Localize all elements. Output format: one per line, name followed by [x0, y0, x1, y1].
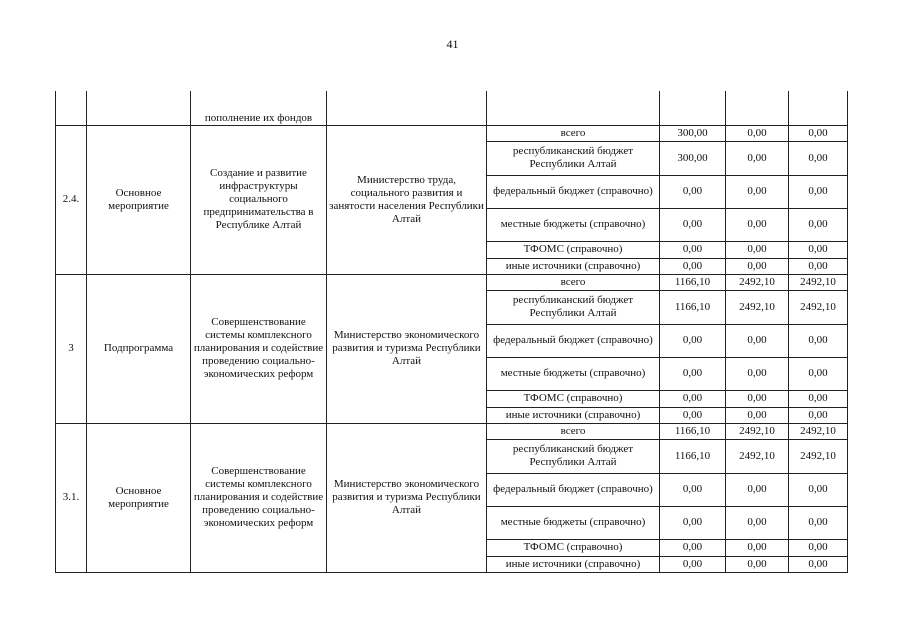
funding-source: республиканский бюджет Республики Алтай	[487, 141, 660, 175]
type-cell	[87, 91, 191, 125]
funding-source: иные источники (справочно)	[487, 407, 660, 423]
funding-source: местные бюджеты (справочно)	[487, 506, 660, 539]
amount-value: 0,00	[789, 241, 848, 258]
amount-value: 0,00	[660, 357, 726, 390]
amount-value: 2492,10	[789, 439, 848, 473]
amount-value: 0,00	[726, 390, 789, 407]
amount-value: 0,00	[726, 258, 789, 274]
funding-source: ТФОМС (справочно)	[487, 390, 660, 407]
amount-value: 0,00	[789, 357, 848, 390]
amount-value: 0,00	[660, 473, 726, 506]
amount-value: 1166,10	[660, 423, 726, 439]
block-type: Подпрограмма	[87, 274, 191, 423]
amount-value: 0,00	[789, 141, 848, 175]
table-row	[56, 423, 848, 439]
amount-value: 0,00	[789, 506, 848, 539]
amount-value: 0,00	[789, 390, 848, 407]
funding-source: местные бюджеты (справочно)	[487, 208, 660, 241]
funding-source: республиканский бюджет Республики Алтай	[487, 439, 660, 473]
amount-value: 0,00	[789, 175, 848, 208]
budget-table	[55, 91, 848, 573]
block-number: 2.4.	[56, 125, 87, 274]
amount-value: 0,00	[726, 141, 789, 175]
amount-value: 300,00	[660, 125, 726, 141]
amount-value: 0,00	[789, 324, 848, 357]
block-description: Совершенствование системы комплексного планирования и содействие проведению социально-экономических реформ	[191, 274, 327, 423]
amount-value: 2492,10	[789, 423, 848, 439]
amount-value: 0,00	[789, 258, 848, 274]
amount-value: 0,00	[789, 556, 848, 572]
amount-value: 0,00	[660, 241, 726, 258]
amount-value: 0,00	[660, 390, 726, 407]
table-row	[56, 274, 848, 290]
amount-value: 1166,10	[660, 274, 726, 290]
amount-value: 0,00	[726, 407, 789, 423]
amount-value: 0,00	[726, 175, 789, 208]
amount-value: 2492,10	[789, 274, 848, 290]
amount-value: 0,00	[660, 556, 726, 572]
value-cell	[726, 91, 789, 125]
amount-value: 300,00	[660, 141, 726, 175]
funding-source: ТФОМС (справочно)	[487, 539, 660, 556]
amount-value: 0,00	[660, 539, 726, 556]
amount-value: 0,00	[726, 208, 789, 241]
block-type: Основное мероприятие	[87, 125, 191, 274]
amount-value: 0,00	[789, 125, 848, 141]
amount-value: 0,00	[789, 407, 848, 423]
amount-value: 2492,10	[726, 290, 789, 324]
funding-source: иные источники (справочно)	[487, 556, 660, 572]
source-cell	[487, 91, 660, 125]
value-cell	[660, 91, 726, 125]
table-row-continued	[56, 91, 848, 125]
amount-value: 0,00	[660, 175, 726, 208]
amount-value: 0,00	[726, 125, 789, 141]
amount-value: 0,00	[726, 556, 789, 572]
block-executor: Министерство экономического развития и туризма Республики Алтай	[327, 274, 487, 423]
funding-source: всего	[487, 125, 660, 141]
amount-value: 0,00	[660, 208, 726, 241]
table-row	[56, 125, 848, 141]
amount-value: 0,00	[726, 473, 789, 506]
amount-value: 0,00	[726, 324, 789, 357]
funding-source: федеральный бюджет (справочно)	[487, 324, 660, 357]
amount-value: 0,00	[789, 208, 848, 241]
description-cell: пополнение их фондов	[191, 91, 327, 125]
block-number: 3.1.	[56, 423, 87, 572]
num-cell	[56, 91, 87, 125]
block-type: Основное мероприятие	[87, 423, 191, 572]
amount-value: 2492,10	[726, 274, 789, 290]
value-cell	[789, 91, 848, 125]
block-description: Совершенствование системы комплексного планирования и содействие проведению социально-экономических реформ	[191, 423, 327, 572]
funding-source: всего	[487, 423, 660, 439]
page-number: 41	[446, 37, 459, 51]
block-executor: Министерство труда, социального развития и занятости населения Республики Алтай	[327, 125, 487, 274]
block-description: Создание и развитие инфраструктуры социального предпринимательства в Республике Алтай	[191, 125, 327, 274]
executor-cell	[327, 91, 487, 125]
amount-value: 0,00	[726, 241, 789, 258]
amount-value: 2492,10	[789, 290, 848, 324]
block-number: 3	[56, 274, 87, 423]
amount-value: 0,00	[660, 506, 726, 539]
funding-source: всего	[487, 274, 660, 290]
amount-value: 0,00	[726, 539, 789, 556]
funding-source: ТФОМС (справочно)	[487, 241, 660, 258]
funding-source: федеральный бюджет (справочно)	[487, 473, 660, 506]
amount-value: 0,00	[660, 324, 726, 357]
amount-value: 0,00	[789, 473, 848, 506]
funding-source: республиканский бюджет Республики Алтай	[487, 290, 660, 324]
block-executor: Министерство экономического развития и туризма Республики Алтай	[327, 423, 487, 572]
funding-source: федеральный бюджет (справочно)	[487, 175, 660, 208]
amount-value: 0,00	[660, 258, 726, 274]
amount-value: 0,00	[789, 539, 848, 556]
amount-value: 0,00	[726, 506, 789, 539]
amount-value: 2492,10	[726, 439, 789, 473]
amount-value: 0,00	[660, 407, 726, 423]
funding-source: местные бюджеты (справочно)	[487, 357, 660, 390]
amount-value: 1166,10	[660, 290, 726, 324]
amount-value: 1166,10	[660, 439, 726, 473]
funding-source: иные источники (справочно)	[487, 258, 660, 274]
amount-value: 2492,10	[726, 423, 789, 439]
amount-value: 0,00	[726, 357, 789, 390]
